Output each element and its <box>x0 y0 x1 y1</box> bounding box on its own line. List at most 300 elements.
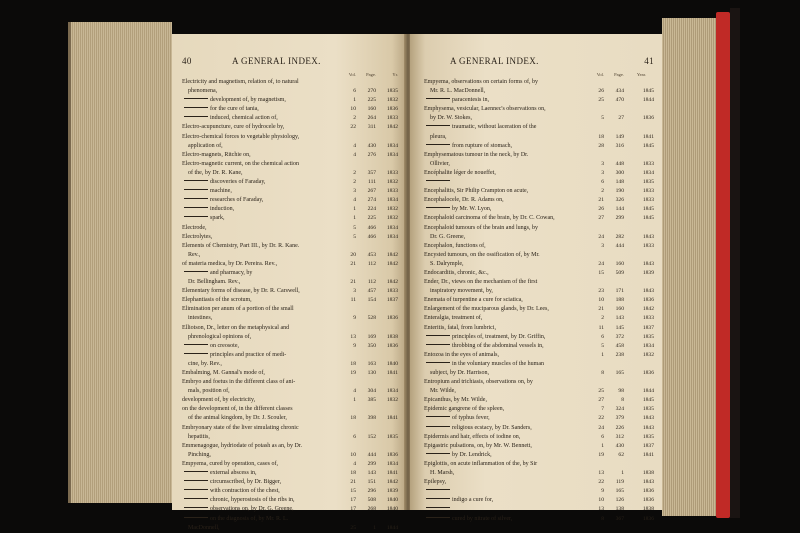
index-entry <box>424 396 654 405</box>
volume-number: 21 <box>350 279 356 286</box>
index-entry <box>182 205 398 214</box>
year-number: 1833 <box>386 115 398 122</box>
entry-label: Epidermis and hair, effects of iodine on, <box>424 433 521 440</box>
index-entry <box>182 96 398 105</box>
entry-text <box>424 151 592 160</box>
entry-text <box>182 278 344 287</box>
entry-label: Electro-acupuncture, cure of hydrocele by, <box>182 124 285 131</box>
entry-text <box>424 178 592 187</box>
page-number: 152 <box>367 433 376 440</box>
page-number: 264 <box>367 115 376 122</box>
entry-text <box>424 360 592 369</box>
page-number: 350 <box>367 342 376 349</box>
entry-text <box>424 515 592 524</box>
entry-label: phenomena, <box>188 88 218 95</box>
year-number: 1838 <box>642 470 654 477</box>
volume-number: 2 <box>353 169 356 176</box>
entry-label: Electro-magnets, Ritchie on, <box>182 151 251 158</box>
year-number: 1842 <box>642 306 654 313</box>
year-number: 1836 <box>642 497 654 504</box>
ditto-dash <box>426 498 450 499</box>
volume-number: 6 <box>353 433 356 440</box>
entry-label: Epiglottis, on acute inflammation of the, by Sir <box>424 460 538 467</box>
ditto-dash <box>426 344 450 345</box>
page-number: 311 <box>367 124 376 131</box>
ditto-dash <box>426 507 450 508</box>
index-entry <box>424 414 654 423</box>
entry-label: Encephalocele, Dr. R. Adams on, <box>424 197 504 204</box>
entry-text <box>424 105 592 114</box>
index-entry <box>424 187 654 196</box>
entry-text <box>424 324 592 333</box>
entry-text <box>182 360 344 369</box>
year-number: 1833 <box>642 188 654 195</box>
page-number: 379 <box>615 415 624 422</box>
entry-text <box>182 96 344 105</box>
ditto-dash <box>184 198 208 199</box>
page-number: 296 <box>367 488 376 495</box>
index-entry <box>424 451 654 460</box>
entry-label: cured by nitrate of silver, <box>452 515 513 522</box>
year-number: 1840 <box>386 360 398 367</box>
entry-text <box>424 78 592 87</box>
index-entry <box>424 142 654 151</box>
page-number: 160 <box>367 106 376 113</box>
volume-number: 4 <box>353 142 356 149</box>
page-number: 98 <box>618 388 624 395</box>
entry-text <box>182 233 344 242</box>
index-entry <box>424 324 654 333</box>
index-entry <box>182 414 398 423</box>
year-number: 1834 <box>386 224 398 231</box>
entry-text <box>424 460 592 469</box>
entry-label: inspiratory movement, by, <box>430 288 493 295</box>
entry-label: S. Dalrymple, <box>430 260 464 267</box>
page-number: 165 <box>615 488 624 495</box>
ditto-dash <box>184 498 208 499</box>
entry-text <box>424 123 592 132</box>
volume-number: 22 <box>350 124 356 131</box>
entry-text <box>424 296 592 305</box>
ditto-dash <box>426 453 450 454</box>
volume-number: 15 <box>350 488 356 495</box>
entry-text <box>182 442 344 451</box>
year-number: 1836 <box>386 451 398 458</box>
volume-number: 17 <box>350 506 356 513</box>
volume-number: 4 <box>353 388 356 395</box>
year-number: 1845 <box>642 142 654 149</box>
col-year-heading: Yr. <box>392 72 398 77</box>
entry-text <box>182 460 344 469</box>
year-number: 1834 <box>386 460 398 467</box>
page-number: 188 <box>615 297 624 304</box>
year-number: 1833 <box>642 315 654 322</box>
volume-number: 24 <box>598 233 604 240</box>
entry-label: Encephaloid carcinoma of the brain, by Dr. C. Cowan, <box>424 215 555 222</box>
entry-text <box>182 187 344 196</box>
entry-text <box>182 478 344 487</box>
year-number: 1835 <box>386 433 398 440</box>
entry-text <box>182 451 344 460</box>
entry-label: Empyema, observations on certain forms of, by <box>424 79 538 85</box>
volume-number: 6 <box>601 179 604 186</box>
index-entry <box>182 333 398 342</box>
page-number: 8 <box>621 397 624 404</box>
volume-number: 24 <box>598 260 604 267</box>
ditto-dash <box>426 98 450 99</box>
entry-label: Ender, Dr., views on the mechanism of the first <box>424 279 538 286</box>
year-number: 1836 <box>642 515 654 522</box>
ditto-dash <box>426 144 450 145</box>
year-number: 1845 <box>642 397 654 404</box>
index-entry <box>424 251 654 260</box>
index-entry <box>424 87 654 96</box>
entry-text <box>424 260 592 269</box>
page-number: 444 <box>615 242 624 249</box>
ditto-dash <box>426 362 450 363</box>
year-number: 1843 <box>642 260 654 267</box>
index-entries-left <box>182 78 398 533</box>
entry-text <box>182 196 344 205</box>
entry-text <box>182 378 344 387</box>
entry-label: Enteralgia, treatment of, <box>424 315 483 322</box>
entry-text <box>182 305 344 314</box>
entry-label: spark, <box>210 215 225 222</box>
index-entry <box>424 105 654 114</box>
entry-text <box>182 369 344 378</box>
entry-text <box>182 151 344 160</box>
running-title-right: A GENERAL INDEX. <box>450 56 539 66</box>
index-entry <box>182 269 398 278</box>
page-number: 434 <box>615 88 624 95</box>
index-entry <box>182 515 398 524</box>
entry-label: Embalming, M. Gannal's mode of, <box>182 370 265 376</box>
volume-number: 19 <box>598 451 604 458</box>
year-number: 1841 <box>386 370 398 376</box>
volume-number: 4 <box>353 151 356 158</box>
volume-number: 27 <box>598 397 604 404</box>
index-entry <box>182 524 398 533</box>
entry-text <box>424 196 592 205</box>
index-entry <box>424 460 654 469</box>
index-entry <box>424 515 654 524</box>
entry-text <box>424 314 592 323</box>
volume-number: 8 <box>601 370 604 376</box>
entry-text <box>424 505 592 514</box>
index-entry <box>424 314 654 323</box>
entry-label: Enlargement of the muciparous glands, by Dr. Lees, <box>424 306 549 313</box>
entry-label: in the voluntary muscles of the human <box>452 360 544 367</box>
volume-number: 9 <box>601 488 604 495</box>
entry-text <box>424 487 592 496</box>
entry-label: religious ecstacy, by Dr. Sanders, <box>452 424 532 431</box>
year-number: 1835 <box>642 433 654 440</box>
entry-text <box>182 387 344 396</box>
index-entry <box>424 387 654 396</box>
entry-label: Elimination per anum of a portion of the small <box>182 306 294 313</box>
index-entry <box>182 424 398 433</box>
index-entry <box>424 333 654 342</box>
volume-number: 5 <box>353 224 356 231</box>
volume-number: 4 <box>353 460 356 467</box>
volume-number: 1 <box>353 97 356 104</box>
volume-number: 13 <box>350 333 356 340</box>
index-entry <box>182 305 398 314</box>
entry-text <box>424 251 592 260</box>
volume-number: 17 <box>350 497 356 504</box>
ditto-dash <box>184 180 208 181</box>
index-entry <box>424 405 654 414</box>
left-page <box>172 34 406 531</box>
entry-label: principles of, treatment, by Dr. Griffin, <box>452 333 546 340</box>
entry-label: application of, <box>188 142 223 149</box>
volume-number: 11 <box>598 324 604 331</box>
page-number: 274 <box>367 197 376 204</box>
volume-number: 10 <box>350 451 356 458</box>
entry-text <box>182 269 344 278</box>
entry-label: on the development of, in the different classes <box>182 406 293 413</box>
volume-number: 23 <box>598 288 604 295</box>
volume-number: 21 <box>598 306 604 313</box>
ditto-dash <box>184 507 208 508</box>
index-entry <box>424 214 654 223</box>
entry-label: Mr. Wilde, <box>430 388 456 395</box>
page-number: 112 <box>367 279 376 286</box>
entry-label: traumatic, without laceration of the <box>452 124 537 131</box>
index-entry <box>182 224 398 233</box>
entry-text <box>182 351 344 360</box>
volume-number: 22 <box>598 415 604 422</box>
entry-label: pleura, <box>430 133 447 140</box>
entry-label: Emmenagogue, hydriodate of potash as an, by Dr. <box>182 442 302 449</box>
volume-number: 25 <box>350 524 356 531</box>
page-number: 151 <box>367 479 376 486</box>
entry-text <box>182 324 344 333</box>
index-entry <box>424 160 654 169</box>
volume-number: 2 <box>353 179 356 186</box>
entry-label: researches of Faraday, <box>210 197 264 204</box>
col-vol-heading: Vol. <box>348 72 356 77</box>
entry-text <box>182 469 344 478</box>
page-number: 276 <box>367 151 376 158</box>
entry-label: Encysted tumours, on the ossification of, by Mr. <box>424 251 540 258</box>
year-number: 1839 <box>386 488 398 495</box>
volume-number: 28 <box>598 142 604 149</box>
volume-number: 8 <box>601 515 604 522</box>
volume-number: 13 <box>598 506 604 513</box>
volume-number: 9 <box>353 342 356 349</box>
index-entry <box>182 442 398 451</box>
entry-label: Epidemic gangrene of the spleen, <box>424 406 505 413</box>
page-number: 324 <box>615 406 624 413</box>
index-entry <box>424 305 654 314</box>
page-number: 398 <box>367 415 376 422</box>
entry-text <box>182 205 344 214</box>
index-entry <box>182 160 398 169</box>
index-entry <box>182 351 398 360</box>
left-page-edges <box>68 22 172 503</box>
entry-label: Embryo and foetus in the different class of ani- <box>182 379 296 386</box>
page-number: 448 <box>615 160 624 167</box>
right-page-edges <box>662 18 716 516</box>
index-entry <box>182 260 398 269</box>
year-number: 1835 <box>642 333 654 340</box>
index-entry <box>182 105 398 114</box>
index-entry <box>182 233 398 242</box>
entry-text <box>182 405 344 414</box>
year-number: 1844 <box>642 97 654 104</box>
entry-label: of the, by Dr. R. Kane, <box>188 169 243 176</box>
entry-text <box>424 224 592 233</box>
index-entry <box>182 151 398 160</box>
entry-text <box>182 433 344 442</box>
year-number: 1835 <box>386 88 398 95</box>
volume-number: 18 <box>350 470 356 477</box>
year-number: 1832 <box>386 179 398 186</box>
page-number: 112 <box>367 260 376 267</box>
index-entry <box>424 496 654 505</box>
entry-text <box>424 424 592 433</box>
ditto-dash <box>426 489 450 490</box>
page-number: 160 <box>615 306 624 313</box>
year-number: 1833 <box>386 288 398 295</box>
page-number: 268 <box>367 506 376 513</box>
page-number: 528 <box>367 315 376 322</box>
volume-number: 2 <box>353 115 356 122</box>
page-number: 430 <box>615 442 624 449</box>
volume-number: 21 <box>350 479 356 486</box>
entry-label: Electrode, <box>182 224 207 231</box>
entry-label: paracentesis in, <box>452 97 489 104</box>
year-number: 1840 <box>386 497 398 504</box>
entry-label: by Dr. Lendrick, <box>452 451 492 458</box>
page-number: 372 <box>615 333 624 340</box>
ditto-dash <box>184 471 208 472</box>
page-number: 148 <box>615 179 624 186</box>
page-number: 169 <box>367 333 376 340</box>
year-number: 1836 <box>642 115 654 122</box>
page-number: 143 <box>367 470 376 477</box>
entry-label: development of, by electricity, <box>182 397 256 404</box>
page-number: 149 <box>615 133 624 140</box>
index-entry <box>424 469 654 478</box>
entry-text <box>182 414 344 423</box>
entry-label: Encephalon, functions of, <box>424 242 486 249</box>
page-number: 154 <box>367 297 376 304</box>
page-number: 282 <box>615 233 624 240</box>
entry-text <box>182 515 344 524</box>
volume-number: 26 <box>598 88 604 95</box>
entry-label: Enemata of turpentine a cure for sciatica, <box>424 297 523 304</box>
year-number: 1837 <box>386 297 398 304</box>
entry-text <box>424 142 592 151</box>
entry-label: hepatitis, <box>188 433 210 440</box>
entry-text <box>424 442 592 451</box>
entry-text <box>182 496 344 505</box>
year-number: 1838 <box>386 333 398 340</box>
index-entry <box>182 360 398 369</box>
year-number: 1845 <box>642 206 654 213</box>
entry-label: Entozoa in the eyes of animals, <box>424 351 499 358</box>
entry-text <box>182 78 344 87</box>
col-year-heading: Year. <box>636 72 646 77</box>
entry-label: by Dr. W. Stokes, <box>430 115 473 122</box>
entry-label: Emphysema, vesicular, Laennec's observations on, <box>424 106 546 113</box>
year-number: 1843 <box>642 415 654 422</box>
volume-number: 2 <box>601 315 604 322</box>
page-number: 27 <box>618 115 624 122</box>
page-number: 466 <box>367 224 376 231</box>
ditto-dash <box>426 335 450 336</box>
ditto-dash <box>184 489 208 490</box>
year-number: 1843 <box>642 233 654 240</box>
entry-text <box>424 169 592 178</box>
entry-label: development of, by magnetism, <box>210 97 286 104</box>
page-number: 160 <box>615 260 624 267</box>
index-entry <box>182 114 398 123</box>
entry-label: observations on, by Dr. G. Greene, <box>210 506 294 513</box>
entry-label: of materia medica, by Dr. Pereira. Rev., <box>182 260 278 267</box>
entry-label: of the animal kingdom, by Dr. J. Scouler, <box>188 415 287 422</box>
volume-number: 22 <box>598 479 604 486</box>
page-number: 1 <box>621 470 624 477</box>
index-entry <box>424 478 654 487</box>
index-entry <box>424 296 654 305</box>
year-number: 1843 <box>642 288 654 295</box>
year-number: 1832 <box>642 351 654 358</box>
entry-label: Elements of Chemistry, Part III., by Dr. R. Kane. <box>182 242 300 249</box>
entry-text <box>182 487 344 496</box>
volume-number: 1 <box>601 351 604 358</box>
page-number: 224 <box>367 206 376 213</box>
running-title-left: A GENERAL INDEX. <box>232 56 321 66</box>
index-entry <box>424 114 654 123</box>
volume-number: 26 <box>598 206 604 213</box>
entry-label: Encephaloid tumours of the brain and lungs, by <box>424 224 538 231</box>
volume-number: 5 <box>601 115 604 122</box>
entry-text <box>424 242 592 251</box>
entry-label: throbbing of the abdominal vessels in, <box>452 342 544 349</box>
volume-number: 6 <box>353 88 356 95</box>
entry-label: principles and practice of medi- <box>210 351 287 358</box>
volume-number: 3 <box>353 188 356 195</box>
year-number: 1835 <box>642 179 654 186</box>
ditto-dash <box>426 180 450 181</box>
entry-label: Epicanthus, by Mr. Wilde, <box>424 397 487 404</box>
page-number: 190 <box>615 188 624 195</box>
year-number: 1834 <box>642 169 654 176</box>
year-number: 1843 <box>642 424 654 431</box>
year-number: 1836 <box>642 488 654 495</box>
volume-number: 2 <box>601 188 604 195</box>
volume-number: 3 <box>353 288 356 295</box>
volume-number: 18 <box>350 360 356 367</box>
volume-number: 3 <box>601 160 604 167</box>
volume-number: 25 <box>598 388 604 395</box>
entry-text <box>424 114 592 123</box>
year-number: 1840 <box>386 506 398 513</box>
entry-text <box>424 233 592 242</box>
page-number: 62 <box>618 451 624 458</box>
entry-text <box>182 214 344 223</box>
page-number: 163 <box>367 360 376 367</box>
entry-label: Endocarditis, chronic, &c., <box>424 269 489 276</box>
index-entry <box>182 433 398 442</box>
page-number-right: 41 <box>644 56 654 66</box>
entry-text <box>424 387 592 396</box>
entry-label: subject, by Dr. Harrison, <box>430 370 489 376</box>
volume-number: 24 <box>598 424 604 431</box>
